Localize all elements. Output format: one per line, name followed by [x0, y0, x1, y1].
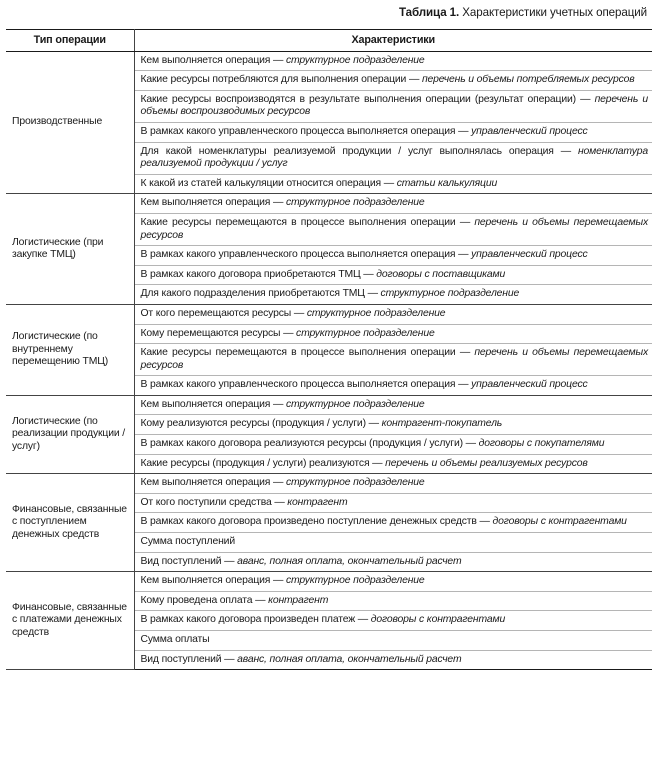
- header-characteristics: Характеристики: [134, 30, 652, 52]
- em-dash: —: [270, 398, 286, 410]
- characteristic-descriptor: договоры с контрагентами: [370, 614, 506, 626]
- em-dash: —: [221, 653, 238, 665]
- operation-type-cell: Логистические (при закупке ТМЦ): [6, 194, 134, 305]
- em-dash: —: [280, 327, 297, 339]
- characteristic-descriptor: структурное подразделение: [306, 307, 446, 319]
- characteristic-cell: [134, 395, 652, 415]
- characteristic-cell: [134, 376, 652, 396]
- em-dash: —: [476, 516, 493, 528]
- em-dash: —: [364, 288, 381, 300]
- characteristic-cell: [134, 324, 652, 344]
- characteristic-cell: [134, 435, 652, 455]
- characteristic-descriptor: управленческий процесс: [471, 125, 588, 137]
- characteristic-question: Кому реализуются ресурсы (продукция / услуги): [140, 418, 366, 430]
- characteristic-question: Какие ресурсы перемещаются в процессе выполнения операции: [140, 216, 456, 228]
- characteristic-question: Сумма оплаты: [140, 634, 210, 645]
- em-dash: —: [406, 74, 422, 86]
- characteristic-descriptor: контрагент: [268, 594, 329, 606]
- characteristic-descriptor: управленческий процесс: [471, 379, 588, 391]
- characteristic-question: Какие ресурсы воспроизводятся в результате выполнения операции (результат операции): [140, 93, 576, 105]
- table-row: [6, 51, 652, 71]
- em-dash: —: [365, 418, 382, 430]
- operation-type-cell: Финансовые, связанные с платежами денежных средств: [6, 572, 134, 670]
- em-dash: —: [271, 496, 288, 508]
- characteristic-cell: [134, 304, 652, 324]
- em-dash: —: [455, 379, 472, 391]
- characteristic-question: Кем выполняется операция: [140, 398, 271, 410]
- em-dash: —: [270, 197, 286, 209]
- characteristic-question: Кому проведена оплата: [140, 594, 253, 606]
- characteristic-question: Кем выполняется операция: [140, 54, 271, 66]
- characteristic-cell: [134, 493, 652, 513]
- characteristic-cell: [134, 611, 652, 631]
- characteristic-descriptor: контрагент-покупатель: [381, 418, 503, 430]
- em-dash: —: [355, 614, 371, 626]
- em-dash: —: [270, 477, 286, 489]
- characteristic-question: В рамках какого управленческого процесса выполняется операция: [140, 125, 456, 137]
- em-dash: —: [575, 93, 595, 105]
- characteristic-descriptor: аванс, полная оплата, окончательный расчет: [237, 555, 462, 567]
- characteristic-descriptor: договоры с поставщиками: [376, 268, 506, 280]
- characteristic-cell: [134, 246, 652, 266]
- em-dash: —: [291, 307, 307, 319]
- table-row: [6, 194, 652, 214]
- characteristic-question: Сумма поступлений: [140, 536, 235, 548]
- characteristic-cell: [134, 533, 652, 553]
- characteristic-descriptor: структурное подразделение: [380, 288, 520, 300]
- characteristic-question: Вид поступлений: [140, 653, 222, 665]
- em-dash: —: [369, 457, 386, 469]
- em-dash: —: [270, 575, 286, 587]
- characteristic-question: Для какой номенклатуры реализуемой продукции / услуг выполнялась операция: [140, 145, 554, 157]
- table-row: [6, 304, 652, 324]
- characteristic-cell: [134, 174, 652, 194]
- characteristic-question: К какой из статей калькуляции относится операция: [140, 177, 381, 189]
- characteristic-descriptor: перечень и объемы потребляемых ресурсов: [421, 74, 635, 86]
- characteristic-descriptor: перечень и объемы перемещаемых ресурсов: [140, 216, 648, 241]
- characteristic-cell: [134, 71, 652, 91]
- characteristic-descriptor: перечень и объемы воспроизводимых ресурсов: [140, 93, 649, 118]
- characteristic-question: Для какого подразделения приобретаются ТМЦ: [140, 288, 365, 300]
- characteristic-descriptor: статьи калькуляции: [396, 177, 498, 189]
- characteristic-question: Кому перемещаются ресурсы: [140, 327, 281, 339]
- operation-type-cell: Финансовые, связанные с поступлением денежных средств: [6, 474, 134, 572]
- em-dash: —: [380, 177, 397, 189]
- characteristic-descriptor: структурное подразделение: [285, 477, 425, 489]
- characteristic-cell: [134, 474, 652, 494]
- characteristic-question: Кем выполняется операция: [140, 197, 271, 209]
- characteristic-cell: [134, 51, 652, 71]
- characteristic-cell: [134, 122, 652, 142]
- characteristic-cell: [134, 591, 652, 611]
- characteristic-cell: [134, 552, 652, 572]
- characteristic-question: Какие ресурсы потребляются для выполнения операции: [140, 74, 407, 86]
- characteristic-cell: [134, 265, 652, 285]
- characteristic-question: Кем выполняется операция: [140, 575, 271, 587]
- characteristic-cell: [134, 194, 652, 214]
- em-dash: —: [221, 555, 238, 567]
- characteristic-descriptor: перечень и объемы реализуемых ресурсов: [385, 457, 588, 469]
- characteristic-cell: [134, 213, 652, 245]
- operation-type-cell: Логистические (по реализации продукции / услуг): [6, 395, 134, 473]
- em-dash: —: [455, 249, 472, 261]
- characteristic-cell: [134, 650, 652, 670]
- em-dash: —: [270, 54, 286, 66]
- characteristic-cell: [134, 454, 652, 474]
- characteristic-question: От кого перемещаются ресурсы: [140, 307, 292, 319]
- characteristic-question: Вид поступлений: [140, 555, 222, 567]
- characteristic-cell: [134, 513, 652, 533]
- em-dash: —: [455, 216, 475, 228]
- characteristic-descriptor: договоры с контрагентами: [492, 516, 627, 528]
- header-operation-type: Тип операции: [6, 30, 134, 52]
- em-dash: —: [455, 347, 475, 359]
- characteristic-question: Какие ресурсы (продукция / услуги) реализуются: [140, 457, 370, 469]
- characteristic-descriptor: перечень и объемы перемещаемых ресурсов: [140, 347, 648, 371]
- characteristic-cell: [134, 90, 652, 122]
- characteristic-question: В рамках какого договора приобретаются ТМЦ: [140, 268, 361, 280]
- characteristic-question: Кем выполняется операция: [140, 477, 271, 489]
- characteristic-cell: [134, 285, 652, 305]
- table-row: [6, 395, 652, 415]
- characteristic-descriptor: структурное подразделение: [285, 575, 425, 587]
- characteristic-cell: [134, 142, 652, 174]
- characteristic-question: В рамках какого управленческого процесса выполняется операция: [140, 249, 456, 261]
- characteristic-question: В рамках какого управленческого процесса выполняется операция: [140, 379, 456, 391]
- table-caption-label: Таблица 1.: [398, 6, 460, 19]
- characteristic-descriptor: структурное подразделение: [296, 327, 435, 339]
- characteristic-question: Какие ресурсы перемещаются в процессе выполнения операции: [140, 347, 456, 359]
- table-caption-text: Характеристики учетных операций: [462, 6, 647, 19]
- operations-table: [6, 29, 652, 670]
- characteristic-descriptor: аванс, полная оплата, окончательный расчет: [237, 653, 462, 665]
- header-row: [6, 30, 652, 52]
- em-dash: —: [252, 594, 269, 606]
- characteristic-descriptor: структурное подразделение: [285, 54, 425, 66]
- characteristic-descriptor: номенклатура реализуемой продукции / услуг: [140, 145, 648, 170]
- characteristic-question: В рамках какого договора реализуются ресурсы (продукция / услуги): [140, 438, 463, 450]
- characteristic-cell: [134, 572, 652, 592]
- characteristic-descriptor: структурное подразделение: [285, 398, 425, 410]
- characteristic-descriptor: структурное подразделение: [285, 197, 425, 209]
- characteristic-descriptor: управленческий процесс: [471, 249, 588, 261]
- operation-type-cell: Логистические (по внутреннему перемещению ТМЦ): [6, 304, 134, 395]
- characteristic-question: От кого поступили средства: [140, 496, 272, 508]
- em-dash: —: [553, 145, 578, 157]
- table-row: [6, 474, 652, 494]
- table-caption: [399, 6, 647, 19]
- table-body: [6, 51, 652, 670]
- characteristic-cell: [134, 631, 652, 651]
- characteristic-question: В рамках какого договора произведен платеж: [140, 614, 356, 626]
- characteristic-descriptor: договоры с покупателями: [478, 438, 605, 450]
- characteristic-cell: [134, 415, 652, 435]
- em-dash: —: [360, 268, 377, 280]
- characteristic-cell: [134, 344, 652, 376]
- operation-type-cell: Производственные: [6, 51, 134, 194]
- em-dash: —: [455, 125, 472, 137]
- em-dash: —: [462, 438, 479, 450]
- characteristic-descriptor: контрагент: [287, 496, 348, 508]
- characteristic-question: В рамках какого договора произведено поступление денежных средств: [140, 516, 477, 528]
- table-row: [6, 572, 652, 592]
